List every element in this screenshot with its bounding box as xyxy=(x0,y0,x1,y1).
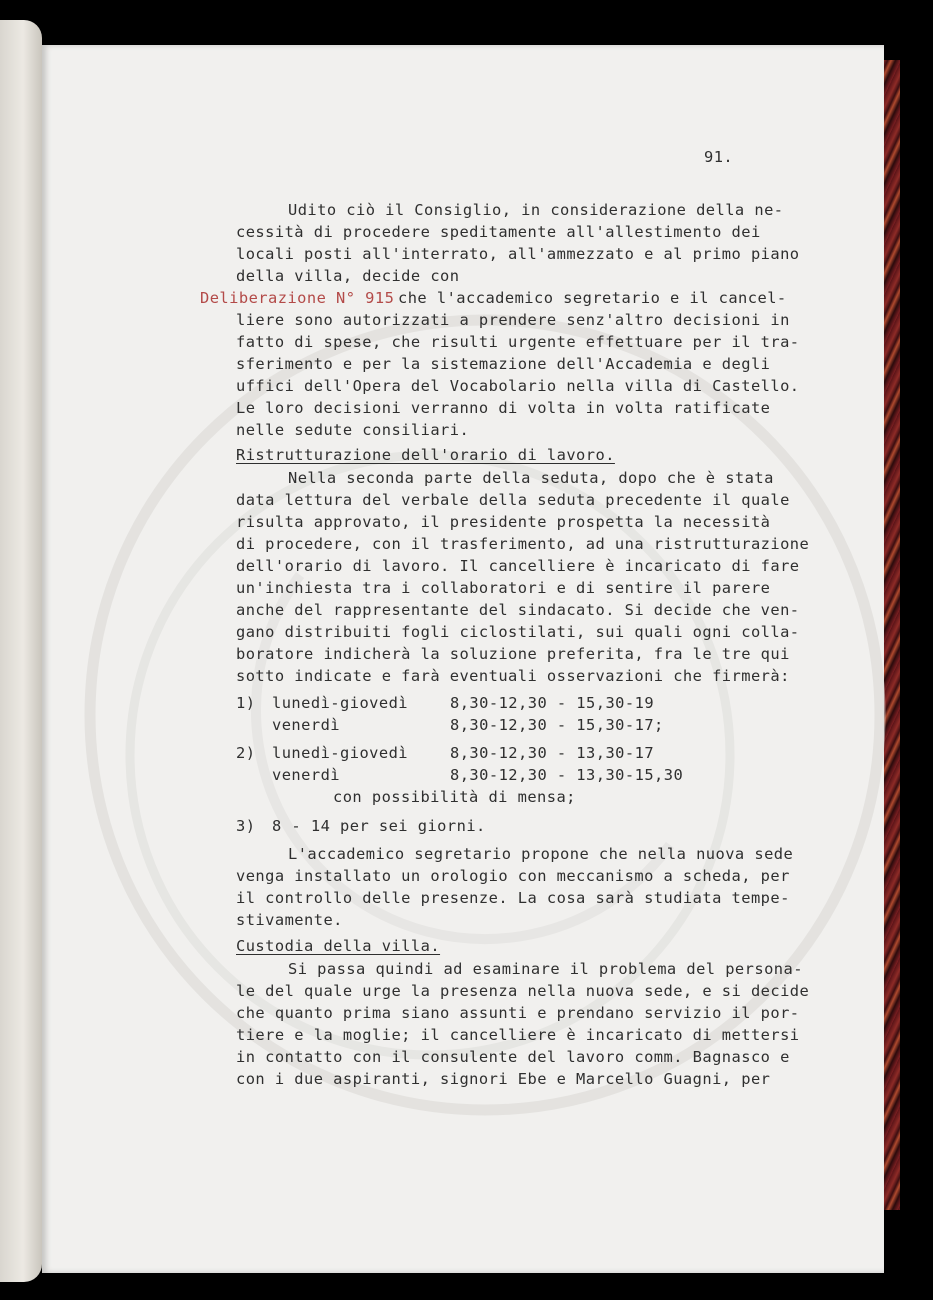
text-line: Udito ciò il Consiglio, in considerazione della ne- xyxy=(288,201,784,219)
facing-page-edge xyxy=(0,20,42,1282)
text-line: le del quale urge la presenza nella nuova sede, e si decide xyxy=(236,982,810,1000)
text-line: con i due aspiranti, signori Ebe e Marcello Guagni, per xyxy=(236,1070,771,1088)
section-heading: Ristrutturazione dell'orario di lavoro. xyxy=(236,446,615,464)
option-day: lunedì-giovedì xyxy=(272,694,409,712)
page-number: 91. xyxy=(704,148,734,166)
text-line: locali posti all'interrato, all'ammezzato e al primo piano xyxy=(236,245,800,263)
text-line: in contatto con il consulente del lavoro comm. Bagnasco e xyxy=(236,1048,790,1066)
text-line: tiere e la moglie; il cancelliere è incaricato di mettersi xyxy=(236,1026,800,1044)
option-time: 8,30-12,30 - 13,30-15,30 xyxy=(450,766,684,784)
option-time: 8,30-12,30 - 15,30-17; xyxy=(450,716,664,734)
text-line: boratore indicherà la soluzione preferita, fra le tre qui xyxy=(236,645,790,663)
option-text: 8 - 14 per sei giorni. xyxy=(272,817,486,835)
deliberation-label: Deliberazione N° 915 xyxy=(200,289,395,307)
text-line: sotto indicate e farà eventuali osservazioni che firmerà: xyxy=(236,667,790,685)
option-day: venerdì xyxy=(272,766,341,784)
text-line: di procedere, con il trasferimento, ad una ristrutturazione xyxy=(236,535,810,553)
text-line: cessità di procedere speditamente all'allestimento dei xyxy=(236,223,761,241)
text-line: dell'orario di lavoro. Il cancelliere è incaricato di fare xyxy=(236,557,800,575)
option-time: 8,30-12,30 - 13,30-17 xyxy=(450,744,655,762)
text-line: uffici dell'Opera del Vocabolario nella villa di Castello. xyxy=(236,377,800,395)
option-note: con possibilità di mensa; xyxy=(333,788,576,806)
text-line: risulta approvato, il presidente prospetta la necessità xyxy=(236,513,771,531)
section-heading: Custodia della villa. xyxy=(236,937,441,955)
text-line: L'accademico segretario propone che nella nuova sede xyxy=(288,845,794,863)
text-line: anche del rappresentante del sindacato. Si decide che ven- xyxy=(236,601,800,619)
text-line: nelle sedute consiliari. xyxy=(236,421,470,439)
option-number: 2) xyxy=(236,744,256,762)
text-line: che l'accademico segretario e il cancel- xyxy=(398,289,787,307)
text-line: stivamente. xyxy=(236,911,343,929)
option-number: 1) xyxy=(236,694,256,712)
text-line: fatto di spese, che risulti urgente effettuare per il tra- xyxy=(236,333,800,351)
text-line: venga installato un orologio con meccanismo a scheda, per xyxy=(236,867,790,885)
text-line: un'inchiesta tra i collaboratori e di sentire il parere xyxy=(236,579,771,597)
text-line: Si passa quindi ad esaminare il problema del persona- xyxy=(288,960,803,978)
option-day: lunedì-giovedì xyxy=(272,744,409,762)
option-time: 8,30-12,30 - 15,30-19 xyxy=(450,694,655,712)
text-line: Le loro decisioni verranno di volta in volta ratificate xyxy=(236,399,771,417)
text-line: data lettura del verbale della seduta precedente il quale xyxy=(236,491,790,509)
text-line: il controllo delle presenze. La cosa sarà studiata tempe- xyxy=(236,889,790,907)
text-line: che quanto prima siano assunti e prendano servizio il por- xyxy=(236,1004,800,1022)
option-day: venerdì xyxy=(272,716,341,734)
text-line: Nella seconda parte della seduta, dopo che è stata xyxy=(288,469,774,487)
text-line: gano distribuiti fogli ciclostilati, sui quali ogni colla- xyxy=(236,623,800,641)
text-line: della villa, decide con xyxy=(236,267,460,285)
text-line: liere sono autorizzati a prendere senz'altro decisioni in xyxy=(236,311,790,329)
option-number: 3) xyxy=(236,817,256,835)
text-line: sferimento e per la sistemazione dell'Accademia e degli xyxy=(236,355,771,373)
